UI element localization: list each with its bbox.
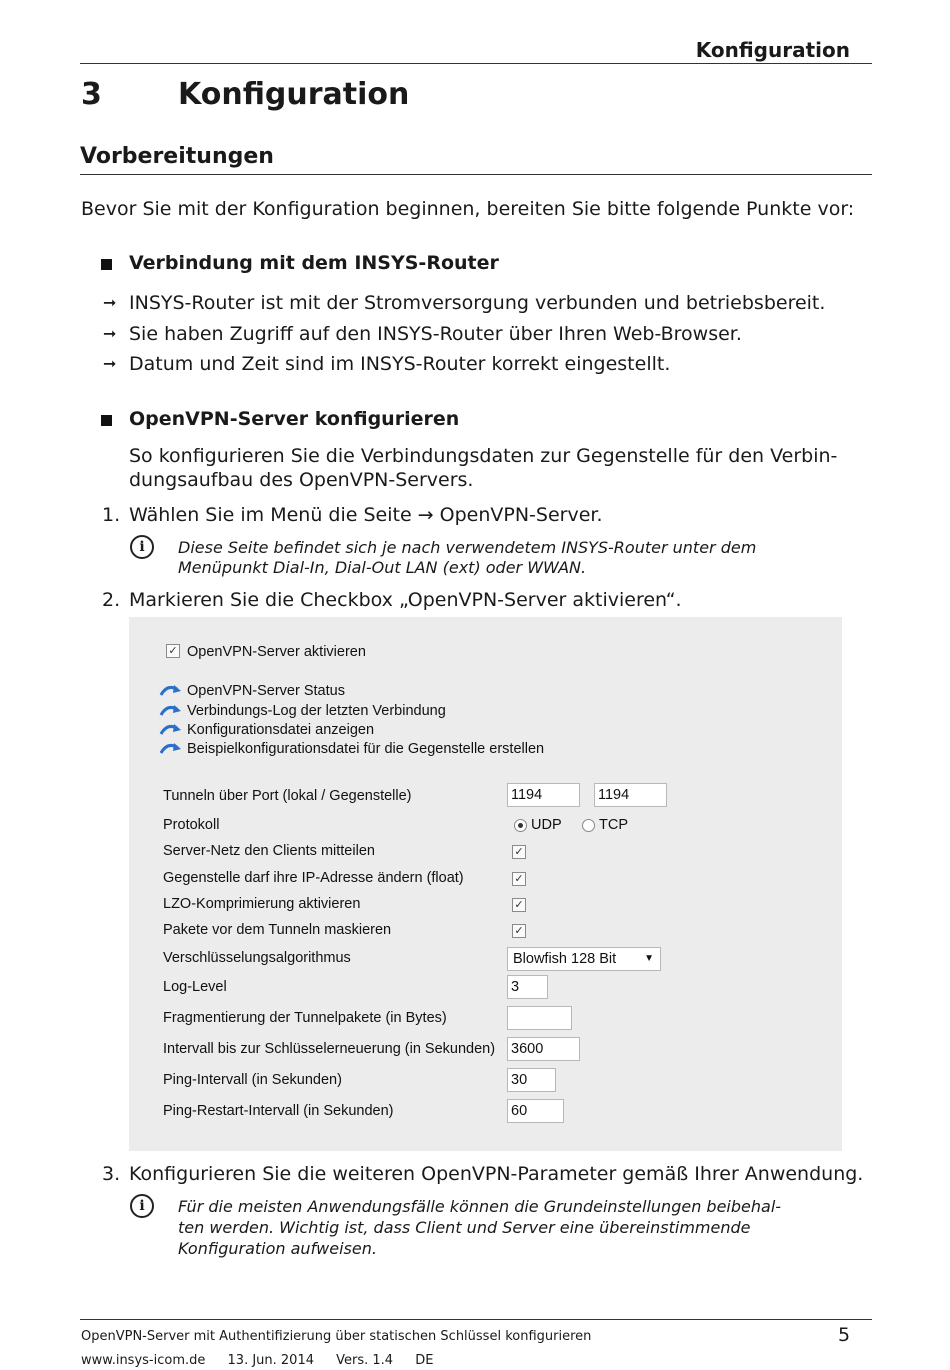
footer-meta — [81, 1353, 451, 1368]
lzo-label: LZO-Komprimierung aktivieren — [163, 896, 361, 912]
chevron-down-icon: ▼ — [644, 953, 654, 964]
step-number: 3. — [102, 1163, 121, 1185]
link-arrow-icon — [159, 703, 183, 719]
page-number: 5 — [838, 1324, 851, 1346]
step-number: 2. — [102, 589, 121, 611]
ping-label: Ping-Intervall (in Sekunden) — [163, 1072, 342, 1088]
float-label: Gegenstelle darf ihre IP-Adresse ändern (float) — [163, 870, 464, 886]
link-example-config[interactable]: Beispielkonfigurationsdatei für die Gegenstelle erstellen — [187, 741, 545, 757]
port-local-input[interactable]: 1194 — [507, 783, 580, 807]
footer-rule — [80, 1319, 872, 1320]
header-rule — [80, 63, 872, 64]
link-arrow-icon — [159, 741, 183, 757]
port-label: Tunneln über Port (lokal / Gegenstelle) — [163, 788, 412, 804]
note-line: ten werden. Wichtig ist, dass Client und Server eine übereinstimmende — [178, 1218, 751, 1237]
footer-date: 13. Jun. 2014 — [227, 1353, 314, 1368]
protocol-label: Protokoll — [163, 817, 220, 833]
step-text: Wählen Sie im Menü die Seite → OpenVPN-Server. — [129, 504, 603, 526]
arrow-bullet-icon: ➞ — [103, 354, 117, 373]
note-line: Für die meisten Anwendungsfälle können die Grundeinstellungen beibehal- — [178, 1197, 782, 1216]
running-header: Konfiguration — [695, 38, 850, 62]
bullet-square-icon — [101, 259, 112, 270]
section-title: Vorbereitungen — [80, 144, 274, 169]
step-text: Konfigurieren Sie die weiteren OpenVPN-Parameter gemäß Ihrer Anwendung. — [129, 1163, 864, 1185]
frag-label: Fragmentierung der Tunnelpakete (in Bytes) — [163, 1010, 447, 1026]
info-icon: i — [130, 1194, 154, 1218]
port-remote-input[interactable]: 1194 — [594, 783, 667, 807]
cipher-label: Verschlüsselungsalgorithmus — [163, 950, 351, 966]
arrow-bullet-icon: ➞ — [103, 293, 117, 312]
block1-item: Datum und Zeit sind im INSYS-Router korrekt eingestellt. — [129, 353, 671, 375]
link-arrow-icon — [159, 683, 183, 699]
block1-heading: Verbindung mit dem INSYS-Router — [129, 252, 499, 274]
rekey-input[interactable]: 3600 — [507, 1037, 580, 1061]
bullet-square-icon — [101, 415, 112, 426]
link-connection-log[interactable]: Verbindungs-Log der letzten Verbindung — [187, 703, 446, 719]
mask-label: Pakete vor dem Tunneln maskieren — [163, 922, 392, 938]
block2-paragraph-line1: So konfigurieren Sie die Verbindungsdaten zur Gegenstelle für den Verbin- — [129, 445, 838, 467]
step-number: 1. — [102, 504, 121, 526]
footer-version: Vers. 1.4 — [336, 1353, 394, 1368]
mask-checkbox[interactable]: ✓ — [512, 924, 526, 938]
arrow-bullet-icon: ➞ — [103, 324, 117, 343]
block1-item: Sie haben Zugriff auf den INSYS-Router über Ihren Web-Browser. — [129, 323, 742, 345]
openvpn-settings-screenshot — [129, 617, 842, 1151]
footer-doc-title: OpenVPN-Server mit Authentifizierung über statischen Schlüssel konfigurieren — [81, 1329, 592, 1344]
note-line: Diese Seite befindet sich je nach verwendetem INSYS-Router unter dem — [178, 538, 757, 557]
intro-paragraph: Bevor Sie mit der Konfiguration beginnen, bereiten Sie bitte folgende Punkte vor: — [81, 198, 855, 220]
info-icon: i — [130, 535, 154, 559]
protocol-tcp-radio[interactable] — [582, 819, 595, 832]
loglevel-label: Log-Level — [163, 979, 227, 995]
protocol-udp-label: UDP — [531, 817, 562, 833]
protocol-udp-radio[interactable] — [514, 819, 527, 832]
server-net-checkbox[interactable]: ✓ — [512, 845, 526, 859]
enable-server-label: OpenVPN-Server aktivieren — [187, 644, 366, 660]
section-rule — [80, 174, 872, 175]
cipher-select-value: Blowfish 128 Bit — [513, 951, 617, 967]
float-checkbox[interactable]: ✓ — [512, 872, 526, 886]
link-show-config[interactable]: Konfigurationsdatei anzeigen — [187, 722, 375, 738]
step-text: Markieren Sie die Checkbox „OpenVPN-Server aktivieren“. — [129, 589, 682, 611]
protocol-tcp-label: TCP — [599, 817, 628, 833]
chapter-number: 3 — [81, 77, 102, 112]
frag-input[interactable] — [507, 1006, 572, 1030]
cipher-select[interactable] — [507, 947, 661, 971]
server-net-label: Server-Netz den Clients mitteilen — [163, 843, 375, 859]
enable-server-checkbox[interactable]: ✓ — [166, 644, 180, 658]
footer-language: DE — [415, 1353, 434, 1368]
lzo-checkbox[interactable]: ✓ — [512, 898, 526, 912]
note-line: Konfiguration aufweisen. — [178, 1239, 377, 1258]
footer-website: www.insys-icom.de — [81, 1353, 206, 1368]
loglevel-input[interactable]: 3 — [507, 975, 548, 999]
chapter-title: Konfiguration — [178, 77, 410, 112]
block2-paragraph-line2: dungsaufbau des OpenVPN-Servers. — [129, 469, 474, 491]
pingrestart-input[interactable]: 60 — [507, 1099, 564, 1123]
rekey-label: Intervall bis zur Schlüsselerneuerung (in Sekunden) — [163, 1041, 496, 1057]
link-server-status[interactable]: OpenVPN-Server Status — [187, 683, 345, 699]
pingrestart-label: Ping-Restart-Intervall (in Sekunden) — [163, 1103, 394, 1119]
link-arrow-icon — [159, 722, 183, 738]
note-line: Menüpunkt Dial-In, Dial-Out LAN (ext) oder WWAN. — [178, 558, 587, 577]
block1-item: INSYS-Router ist mit der Stromversorgung verbunden und betriebsbereit. — [129, 292, 826, 314]
block2-heading: OpenVPN-Server konfigurieren — [129, 408, 460, 430]
ping-input[interactable]: 30 — [507, 1068, 556, 1092]
